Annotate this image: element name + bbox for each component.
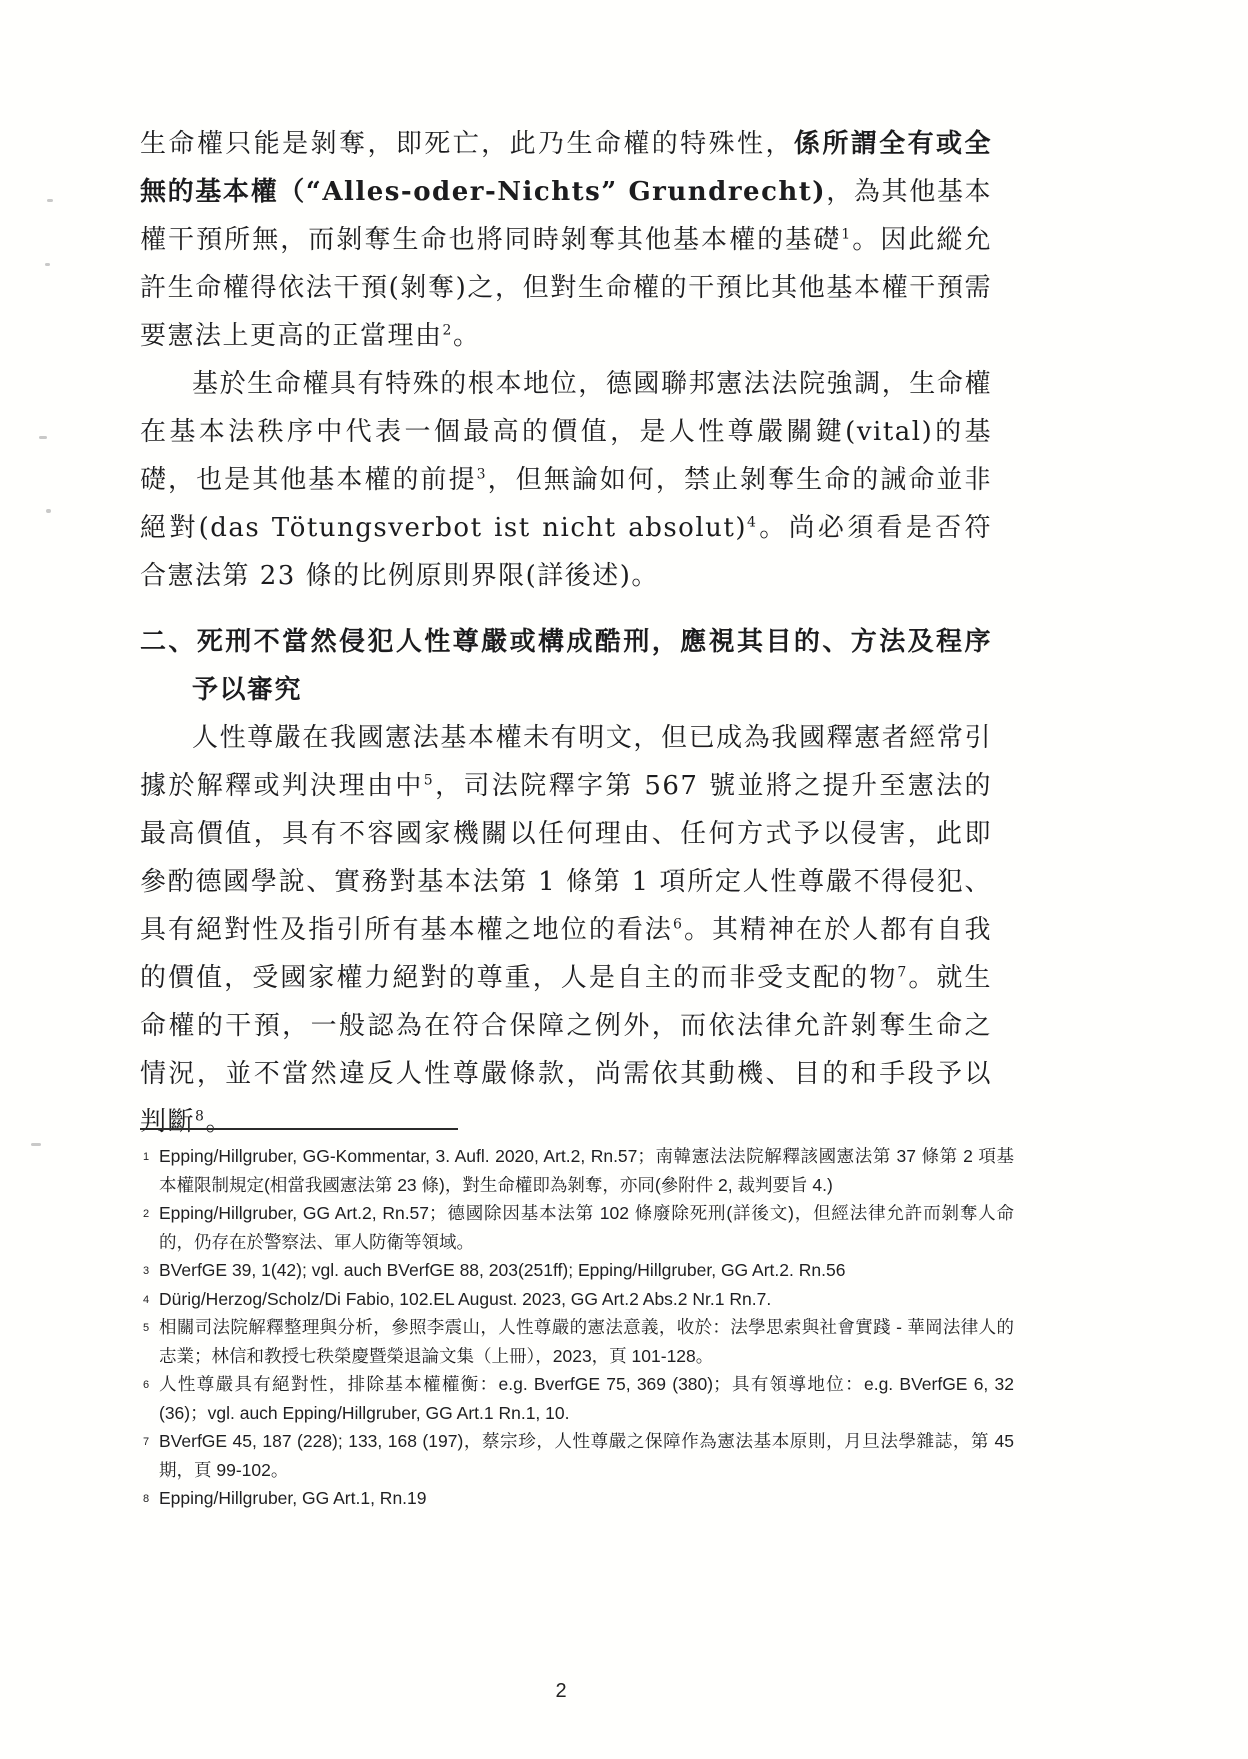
scan-artifact-mark xyxy=(31,1143,41,1146)
scan-artifact-mark xyxy=(46,509,51,513)
text-segment: ，司法院釋字第 567 號並將之提升至憲法的最高價值，具有不容國家機關以任何理由、任何方式予以侵害，此即參酌德國學說、實務對基本法第 1 條第 1 項所定人性尊嚴不得侵犯、具有絕對性及指引所有基本權之地位的看法 xyxy=(140,771,992,945)
section-heading: 二、死刑不當然侵犯人性尊嚴或構成酷刑，應視其目的、方法及程序予以審究 xyxy=(140,627,992,705)
document-body xyxy=(140,120,992,1146)
footnotes-list xyxy=(142,1142,1014,1513)
body-paragraph-continuation xyxy=(140,120,992,360)
footnote-6 xyxy=(142,1370,1014,1427)
footnote-text: Epping/Hillgruber, GG-Kommentar, 3. Aufl. 2020, Art.2, Rn.57；南韓憲法法院解釋該國憲法第 37 條第 2 項基本權限制規定(相當我國憲法第 23 條)，對生命權即為剝奪，亦同(參附件 2, 裁判要旨 4.) xyxy=(159,1146,1014,1195)
footnote-2 xyxy=(142,1199,1014,1256)
footnote-number: 2 xyxy=(143,1208,150,1220)
footnote-ref: 4 xyxy=(747,514,758,531)
body-paragraph-life-right xyxy=(140,360,992,600)
footnote-text: Dürig/Herzog/Scholz/Di Fabio, 102.EL August. 2023, GG Art.2 Abs.2 Nr.1 Rn.7. xyxy=(159,1288,772,1309)
text-segment: 。 xyxy=(205,1107,233,1137)
footnote-ref: 6 xyxy=(672,916,684,933)
footnote-separator xyxy=(140,1128,458,1130)
footnote-number: 6 xyxy=(143,1379,150,1391)
footnote-ref: 1 xyxy=(841,226,852,243)
text-segment: ，為其他基本權干預所無，而剝奪生命也將同時剝奪其他基本權的基礎 xyxy=(140,177,992,255)
text-segment: ，但無論如何，禁止剝奪生命的誡命並非絕對(das Tötungsverbot ist nicht absolut) xyxy=(140,465,992,543)
footnote-4 xyxy=(142,1285,1014,1314)
footnote-text: Epping/Hillgruber, GG Art.1, Rn.19 xyxy=(159,1488,427,1508)
footnote-ref: 5 xyxy=(423,772,435,789)
body-paragraph-human-dignity xyxy=(140,714,992,1146)
footnote-text: 人性尊嚴具有絕對性，排除基本權權衡：e.g. BverfGE 75, 369 (380)；具有領導地位：e.g. BVerfGE 6, 32 (36)；vgl. auch Epping/Hillgruber, GG Art.1 Rn.1, 10. xyxy=(159,1374,1014,1423)
footnote-number: 1 xyxy=(143,1151,150,1163)
footnote-ref: 3 xyxy=(476,466,488,483)
footnote-number: 8 xyxy=(143,1493,150,1505)
scan-artifact-mark xyxy=(45,263,50,266)
text-segment: 。 xyxy=(452,321,481,351)
page-number: 2 xyxy=(555,1680,567,1702)
text-segment: 係所謂全有或全無的基本權（“Alles-oder-Nichts” Grundrecht) xyxy=(140,129,992,207)
text-segment: 。其精神在於人都有自我的價值，受國家權力絕對的尊重，人是自主的而非受支配的物 xyxy=(140,915,992,993)
text-segment: 。就生命權的干預，一般認為在符合保障之例外，而依法律允許剝奪生命之情況，並不當然違反人性尊嚴條款，尚需依其動機、目的和手段予以判斷 xyxy=(140,963,992,1137)
footnote-text: BVerfGE 39, 1(42); vgl. auch BVerfGE 88, 203(251ff); Epping/Hillgruber, GG Art.2. Rn.56 xyxy=(159,1260,846,1280)
footnote-8 xyxy=(142,1484,1014,1513)
footnote-text: Epping/Hillgruber, GG Art.2, Rn.57；德國除因基本法第 102 條廢除死刑(詳後文)，但經法律允許而剝奪人命的，仍存在於警察法、軍人防衛等領域。 xyxy=(159,1203,1014,1252)
footnote-number: 7 xyxy=(143,1436,150,1448)
footnote-3 xyxy=(142,1256,1014,1285)
footnote-ref: 7 xyxy=(897,964,908,981)
footnote-number: 4 xyxy=(143,1293,150,1306)
footnote-7 xyxy=(142,1427,1014,1484)
footnote-1 xyxy=(142,1142,1014,1199)
footnote-ref: 8 xyxy=(195,1108,206,1125)
text-segment: 基於生命權具有特殊的根本地位，德國聯邦憲法法院強調，生命權在基本法秩序中代表一個最高的價值，是人性尊嚴關鍵(vital)的基礎，也是其他基本權的前提 xyxy=(140,369,992,495)
footnote-text: 相關司法院解釋整理與分析，參照李震山，人性尊嚴的憲法意義，收於：法學思索與社會實踐 - 華岡法律人的志業；林信和教授七秩榮慶暨榮退論文集（上冊），2023，頁 101-128。 xyxy=(159,1317,1014,1366)
footnote-5 xyxy=(142,1313,1014,1370)
footnote-number: 5 xyxy=(143,1322,150,1334)
text-segment: 。尚必須看是否符合憲法第 23 條的比例原則界限(詳後述)。 xyxy=(140,513,992,591)
footnote-text: BVerfGE 45, 187 (228); 133, 168 (197)，蔡宗珍，人性尊嚴之保障作為憲法基本原則，月旦法學雜誌，第 45 期，頁 99-102。 xyxy=(159,1431,1014,1480)
footnote-ref: 2 xyxy=(442,322,453,339)
scan-artifact-mark xyxy=(47,199,53,202)
text-segment: 人性尊嚴在我國憲法基本權未有明文，但已成為我國釋憲者經常引據於解釋或判決理由中 xyxy=(140,723,992,801)
text-segment: 。因此縱允許生命權得依法干預(剝奪)之，但對生命權的干預比其他基本權干預需要憲法上更高的正當理由 xyxy=(140,225,992,351)
scan-artifact-mark xyxy=(39,436,47,439)
text-segment: 生命權只能是剝奪，即死亡，此乃生命權的特殊性， xyxy=(140,129,794,159)
footnote-number: 3 xyxy=(143,1265,150,1277)
